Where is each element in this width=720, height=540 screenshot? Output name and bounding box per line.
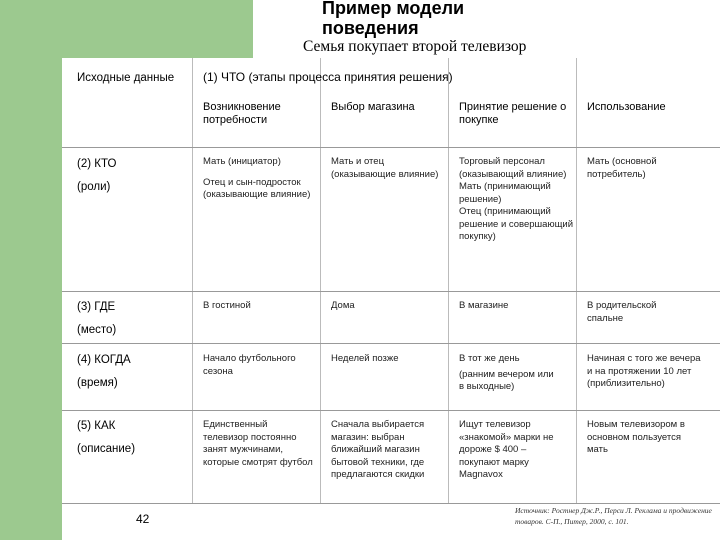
table-cell: Неделей позже bbox=[331, 353, 399, 364]
table-cell: Начиная с того же вечера и на протяжении 10 лет (приблизительно) bbox=[587, 353, 701, 389]
table-cell: Торговый персонал (оказывающий влияние) Мать (принимающий решение) Отец (принимающий решение и совершающий покупку) bbox=[459, 156, 573, 242]
table-cell: Мать и отец (оказывающие влияние) bbox=[331, 156, 439, 180]
stage-header: Выбор магазина bbox=[331, 101, 415, 113]
table-cell: Единственный телевизор постоянно занят мужчинами, которые смотрят футбол bbox=[203, 419, 313, 468]
header-band bbox=[0, 0, 253, 66]
what-header: (1) ЧТО (этапы процесса принятия решения) bbox=[203, 70, 453, 84]
row-label-where: (3) ГДЕ (место) bbox=[77, 301, 117, 336]
row-label-how: (5) КАК (описание) bbox=[77, 420, 136, 455]
row-label-who: (2) КТО (роли) bbox=[77, 158, 117, 193]
slide-title: Пример модели поведения bbox=[322, 0, 465, 38]
grid-vline bbox=[192, 58, 193, 503]
source-note: Источник: Ростнер Дж.Р., Перси Л. Реклама и продвижение товаров. С-П., Питер, 2000, с. 101. bbox=[515, 506, 712, 526]
grid-hline bbox=[62, 410, 720, 411]
table-cell: Мать (инициатор) Отец и сын-подросток (оказывающие влияние) bbox=[203, 156, 311, 200]
table-cell: Новым телевизором в основном пользуется мать bbox=[587, 419, 685, 455]
slide-subtitle: Семья покупает второй телевизор bbox=[303, 38, 527, 55]
side-stripe bbox=[0, 66, 62, 540]
grid-hline bbox=[62, 291, 720, 292]
grid-hline bbox=[62, 343, 720, 344]
table-cell: Мать (основной потребитель) bbox=[587, 156, 657, 180]
table-cell: Ищут телевизор «знакомой» марки не дороже $ 400 – покупают марку Magnavox bbox=[459, 419, 554, 480]
row-label-when: (4) КОГДА (время) bbox=[77, 354, 131, 389]
page-number: 42 bbox=[136, 512, 150, 526]
grid-vline bbox=[576, 58, 577, 503]
stage-header: Возникновение потребности bbox=[203, 101, 281, 126]
table-cell: Начало футбольного сезона bbox=[203, 353, 296, 377]
table-cell: В родительской спальне bbox=[587, 300, 657, 324]
grid-vline bbox=[448, 58, 449, 503]
corner-label: Исходные данные bbox=[77, 72, 175, 84]
table-cell: Сначала выбирается магазин: выбран ближайший магазин бытовой техники, где предлагаются скидки bbox=[331, 419, 425, 480]
grid-vline bbox=[320, 58, 321, 503]
table-cell: Дома bbox=[331, 300, 355, 311]
table-cell: В магазине bbox=[459, 300, 509, 311]
stage-header: Принятие решение о покупке bbox=[459, 101, 567, 126]
table-cell: В гостиной bbox=[203, 300, 251, 311]
grid-hline bbox=[62, 503, 720, 504]
stage-header: Использование bbox=[587, 101, 666, 113]
table-cell: В тот же день (ранним вечером или в выходные) bbox=[459, 353, 554, 392]
grid-hline bbox=[62, 147, 720, 148]
